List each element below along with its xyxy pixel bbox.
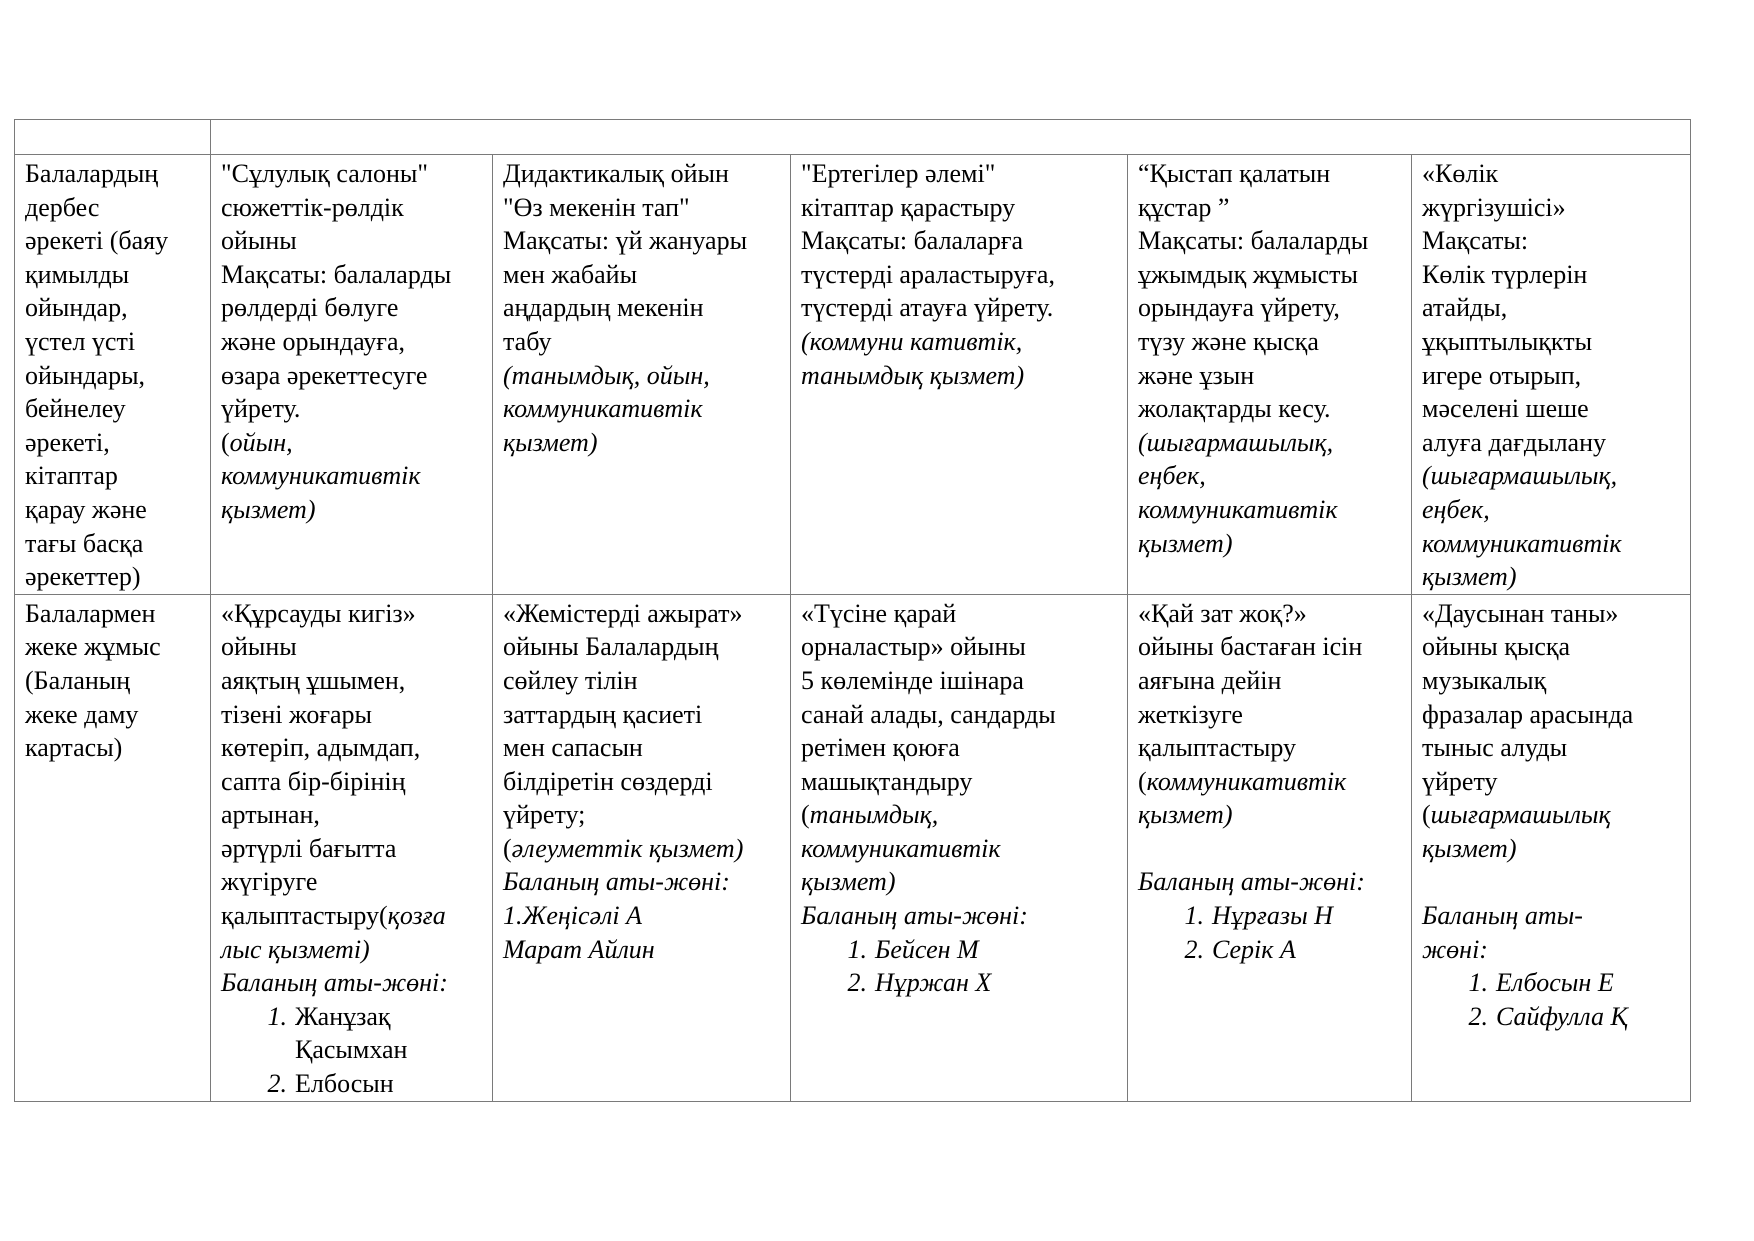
row-header-line: тағы басқа bbox=[25, 528, 144, 558]
child-name: Сайфулла Қ bbox=[1496, 1001, 1628, 1031]
cell-text-line: Көлік түрлерін bbox=[1422, 259, 1588, 289]
activity-type-line: коммуникативтік bbox=[221, 461, 421, 491]
cell-text-line: түзу және қысқа bbox=[1138, 326, 1319, 356]
child-name-item bbox=[1422, 1000, 1680, 1034]
activity-type-line: қызмет) bbox=[1422, 562, 1517, 592]
cell-text-line: үйрету; bbox=[503, 800, 586, 830]
cell-text-line: Мақсаты: балаларды bbox=[1138, 226, 1369, 256]
cell-text-line: ойыны Балалардың bbox=[503, 632, 719, 662]
child-name-item bbox=[221, 1000, 482, 1034]
weekly-plan-table bbox=[14, 119, 1691, 1102]
row-header-line: бейнелеу bbox=[25, 394, 126, 424]
cell-text-line: фразалар арасында bbox=[1422, 699, 1634, 729]
activity-cell-4 bbox=[1128, 155, 1412, 595]
activity-type-line: лыс қызметі) bbox=[221, 934, 370, 964]
cell-text-line: ойыны bbox=[221, 226, 297, 256]
cell-text-line: ойыны бастаған ісін bbox=[1138, 632, 1363, 662]
cell-text-line: атайды, bbox=[1422, 293, 1508, 323]
row-header-line: картасы) bbox=[25, 733, 123, 763]
blank-line bbox=[1138, 832, 1401, 866]
row-header-line: (Баланың bbox=[25, 665, 131, 695]
cell-text-line: "Ертегілер әлемі" bbox=[801, 159, 996, 188]
activity-type-line: коммуникативтік bbox=[1422, 528, 1622, 558]
cell-text-line: Мақсаты: үй жануары bbox=[503, 226, 748, 256]
cell-text-line: алуға дағдылану bbox=[1422, 427, 1607, 457]
cell-text-line: және орындауға, bbox=[221, 326, 405, 356]
cell-text-line: ретімен қоюға bbox=[801, 733, 960, 763]
row-header-line: қарау және bbox=[25, 494, 147, 524]
activity-type-line: коммуникативтік bbox=[801, 833, 1001, 863]
activity-type-text: қозға bbox=[387, 901, 446, 931]
activity-type-line: қызмет) bbox=[1138, 528, 1233, 558]
cell-text-line: ұқыптылықкты bbox=[1422, 326, 1593, 356]
activity-type-line: Баланың аты-жөні: bbox=[503, 867, 730, 897]
activity-type-text: әлеуметтік қызмет) bbox=[511, 833, 744, 863]
cell-text-line: “Қыстап қалатын bbox=[1138, 159, 1331, 188]
cell-text-line: заттардың қасиеті bbox=[503, 699, 703, 729]
cell-text-line: Мақсаты: балаларға bbox=[801, 226, 1024, 256]
list-number: 1. bbox=[267, 1001, 287, 1031]
row-header-line: Балалардың bbox=[25, 159, 159, 188]
blank-line bbox=[1422, 865, 1680, 899]
cell-text-line: ұжымдық жұмысты bbox=[1138, 259, 1358, 289]
child-name-label: жөні: bbox=[1422, 934, 1488, 964]
row-header-line: әрекеті, bbox=[25, 427, 110, 457]
cell-text-line: табу bbox=[503, 326, 552, 356]
cell-text-line: сапта бір-бірінің bbox=[221, 766, 406, 796]
child-name-label: Баланың аты- bbox=[1422, 901, 1583, 931]
cell-text-line: кітаптар қарастыру bbox=[801, 192, 1016, 222]
list-number: 2. bbox=[847, 968, 867, 998]
activity-type-text: танымдық, bbox=[809, 800, 939, 830]
row-header-cell bbox=[15, 155, 211, 595]
cell-text-line: «Құрсауды кигіз» bbox=[221, 598, 416, 628]
cell-text-line: мен сапасын bbox=[503, 733, 643, 763]
list-number: 1. bbox=[1184, 901, 1204, 931]
child-name-item bbox=[221, 1033, 482, 1067]
table-row-independent-activity bbox=[15, 155, 1691, 595]
table-row-individual-work bbox=[15, 594, 1691, 1101]
activity-type-line: қызмет) bbox=[1138, 800, 1233, 830]
cell-text-line: жолақтарды кесу. bbox=[1138, 394, 1331, 424]
cell-text-line: аяқтың ұшымен, bbox=[221, 665, 406, 695]
cell-text-line: өзара әрекеттесуге bbox=[221, 360, 428, 390]
activity-type-line: коммуникативтік bbox=[1138, 494, 1338, 524]
cell-text-line: аңдардың мекенін bbox=[503, 293, 704, 323]
row-header-line: жеке жұмыс bbox=[25, 632, 161, 662]
activity-type-line: (танымдық, ойын, bbox=[503, 360, 710, 390]
activity-cell-3 bbox=[791, 594, 1128, 1101]
child-name: Серік А bbox=[1212, 934, 1296, 964]
activity-type-text: коммуникативтік bbox=[1146, 766, 1347, 796]
cell-text-line: «Көлік bbox=[1422, 159, 1499, 188]
activity-type-line: коммуникативтік bbox=[503, 394, 703, 424]
row-header-line: ойындары, bbox=[25, 360, 146, 390]
cell-text-line: Мақсаты: балаларды bbox=[221, 259, 452, 289]
empty-header-row bbox=[15, 120, 1691, 155]
paren-text: ( bbox=[221, 427, 230, 457]
activity-cell-3 bbox=[791, 155, 1128, 595]
child-name: Нұржан Х bbox=[875, 968, 992, 998]
activity-type-line: Баланың аты-жөні: bbox=[221, 968, 448, 998]
child-name-item bbox=[1422, 966, 1680, 1000]
cell-text-line: жүгіруге bbox=[221, 867, 318, 897]
child-name: Жанұзақ bbox=[295, 1001, 391, 1031]
cell-text-line: «Қай зат жоқ?» bbox=[1138, 598, 1307, 628]
list-number: 2. bbox=[1184, 934, 1204, 964]
cell-text-line: мәселені шеше bbox=[1422, 394, 1589, 424]
child-name-item bbox=[801, 966, 1117, 1000]
mixed-prefix: ( bbox=[1422, 800, 1431, 830]
cell-text-line: «Даусынан таны» bbox=[1422, 598, 1619, 628]
cell-text-line: мен жабайы bbox=[503, 259, 638, 289]
list-number: 2. bbox=[267, 1069, 287, 1099]
child-name: Бейсен М bbox=[875, 934, 979, 964]
activity-type-line: қызмет) bbox=[1422, 833, 1517, 863]
cell-text-line: жеткізуге bbox=[1138, 699, 1243, 729]
cell-text-line: әртүрлі бағытта bbox=[221, 833, 397, 863]
cell-text-line: орындауға үйрету, bbox=[1138, 293, 1340, 323]
row-header-line: Балалармен bbox=[25, 598, 156, 628]
cell-text-line: білдіретін сөздерді bbox=[503, 766, 713, 796]
cell-text-line: Дидактикалық ойын bbox=[503, 159, 729, 188]
activity-cell-2 bbox=[493, 594, 791, 1101]
activity-type-line: 1.Жеңісәлі А bbox=[503, 901, 643, 931]
child-name-item bbox=[1138, 933, 1401, 967]
cell-text-line: аяғына дейін bbox=[1138, 665, 1282, 695]
child-name-item bbox=[221, 1067, 482, 1101]
mixed-line bbox=[221, 899, 482, 933]
child-name-item bbox=[801, 933, 1117, 967]
activity-cell-4 bbox=[1128, 594, 1412, 1101]
row-header-line: жеке даму bbox=[25, 699, 139, 729]
row-header-line: дербес bbox=[25, 192, 100, 222]
row-header-line: кітаптар bbox=[25, 461, 118, 491]
cell-text-line: "Сұлулық салоны" bbox=[221, 159, 428, 188]
mixed-line bbox=[221, 426, 482, 460]
activity-type-line: (шығармашылық, bbox=[1422, 461, 1618, 491]
cell-text-line: санай алады, сандарды bbox=[801, 699, 1056, 729]
list-number: 1. bbox=[1468, 968, 1488, 998]
cell-text-line: көтеріп, адымдап, bbox=[221, 733, 421, 763]
cell-text-line: рөлдерді бөлуге bbox=[221, 293, 399, 323]
mixed-prefix: қалыптастыру( bbox=[221, 901, 388, 931]
row-header-line: ойындар, bbox=[25, 293, 128, 323]
cell-text-line: сөйлеу тілін bbox=[503, 665, 638, 695]
cell-text-line: музыкалық bbox=[1422, 665, 1547, 695]
cell-text-line: машықтандыру bbox=[801, 766, 973, 796]
activity-type-line: қызмет) bbox=[503, 427, 598, 457]
cell-text-line: түстерді атауға үйрету. bbox=[801, 293, 1054, 323]
child-name: Елбосын Е bbox=[1496, 968, 1614, 998]
cell-text-line: тізені жоғары bbox=[221, 699, 373, 729]
row-header-line: әрекеттер) bbox=[25, 562, 141, 592]
row-header-cell bbox=[15, 594, 211, 1101]
activity-cell-5 bbox=[1412, 155, 1691, 595]
activity-type-line: Марат Айлин bbox=[503, 934, 655, 964]
cell-text-line: игере отырып, bbox=[1422, 360, 1582, 390]
child-name-item bbox=[1138, 899, 1401, 933]
cell-text-line: үйрету. bbox=[221, 394, 301, 424]
row-header-line: қимылды bbox=[25, 259, 130, 289]
activity-type-line: Баланың аты-жөні: bbox=[801, 901, 1028, 931]
cell-text-line: Мақсаты: bbox=[1422, 226, 1529, 256]
activity-cell-1 bbox=[211, 155, 493, 595]
empty-header-cell-left bbox=[15, 120, 211, 155]
cell-text-line: 5 көлемінде ішінара bbox=[801, 665, 1024, 695]
mixed-prefix: ( bbox=[1138, 766, 1147, 796]
activity-type-line: қызмет) bbox=[801, 867, 896, 897]
child-name: Нұрғазы Н bbox=[1212, 901, 1333, 931]
cell-text-line: "Өз мекенін тап" bbox=[503, 192, 690, 222]
cell-text-line: орналастыр» ойыны bbox=[801, 632, 1026, 662]
child-name: Елбосын bbox=[295, 1069, 394, 1099]
activity-type-text: шығармашылық bbox=[1430, 800, 1611, 830]
activity-type-line: (шығармашылық, bbox=[1138, 427, 1334, 457]
cell-text-line: жүргізушісі» bbox=[1422, 192, 1566, 222]
mixed-line bbox=[1138, 765, 1401, 799]
mixed-prefix: ( bbox=[503, 833, 512, 863]
activity-type-line: еңбек, bbox=[1138, 461, 1206, 491]
list-number: 2. bbox=[1468, 1001, 1488, 1031]
cell-text-line: қалыптастыру bbox=[1138, 733, 1297, 763]
activity-type-line: (коммуни кативтік, bbox=[801, 326, 1023, 356]
list-number: 1. bbox=[847, 934, 867, 964]
row-header-line: үстел үсті bbox=[25, 326, 136, 356]
row-header-line: әрекеті (баяу bbox=[25, 226, 169, 256]
empty-header-cell-right bbox=[211, 120, 1691, 155]
mixed-line bbox=[1422, 798, 1680, 832]
activity-cell-1 bbox=[211, 594, 493, 1101]
cell-text-line: және ұзын bbox=[1138, 360, 1255, 390]
cell-text-line: құстар ” bbox=[1138, 192, 1230, 222]
activity-type-line: еңбек, bbox=[1422, 494, 1490, 524]
child-name-label: Баланың аты-жөні: bbox=[1138, 867, 1365, 897]
cell-text-line: үйрету bbox=[1422, 766, 1498, 796]
mixed-prefix: ( bbox=[801, 800, 810, 830]
cell-text-line: ойыны қысқа bbox=[1422, 632, 1571, 662]
activity-cell-5 bbox=[1412, 594, 1691, 1101]
cell-text-line: «Түсіне қарай bbox=[801, 598, 957, 628]
cell-text-line: артынан, bbox=[221, 800, 320, 830]
activity-cell-2 bbox=[493, 155, 791, 595]
cell-text-line: ойыны bbox=[221, 632, 297, 662]
mixed-line bbox=[503, 832, 780, 866]
child-name: Қасымхан bbox=[295, 1035, 408, 1065]
activity-type-line: танымдық қызмет) bbox=[801, 360, 1025, 390]
cell-text-line: «Жемістерді ажырат» bbox=[503, 598, 743, 628]
activity-type-line: қызмет) bbox=[221, 494, 316, 524]
activity-type-text: ойын, bbox=[229, 427, 293, 457]
mixed-line bbox=[801, 798, 1117, 832]
cell-text-line: сюжеттік-рөлдік bbox=[221, 192, 404, 222]
cell-text-line: түстерді араластыруға, bbox=[801, 259, 1055, 289]
cell-text-line: тыныс алуды bbox=[1422, 733, 1568, 763]
